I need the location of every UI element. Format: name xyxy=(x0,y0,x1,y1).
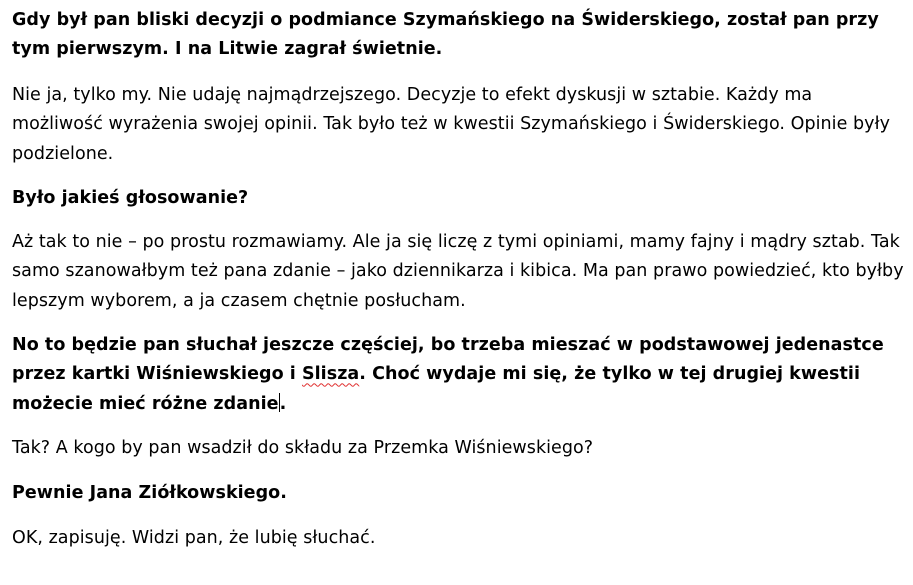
answer-paragraph[interactable]: Nie ja, tylko my. Nie udaję najmądrzejszego. Decyzje to efekt dyskusji w sztabie. Każdy ma możliwość wyrażenia swojej opinii. Tak było też w kwestii Szymańskiego i Świderskiego. Opinie były podzielone. xyxy=(12,85,891,164)
answer-paragraph[interactable]: Aż tak to nie – po prostu rozmawiamy. Ale ja się liczę z tymi opiniami, mamy fajny i mądry sztab. Tak samo szanowałbym też pana zdanie – jako dziennikarza i kibica. Ma pan prawo powiedzieć, kto byłby lepszym wyborem, a ja czasem chętnie posłucham. xyxy=(12,232,904,311)
answer-paragraph[interactable]: Tak? A kogo by pan wsadził do składu za Przemka Wiśniewskiego? xyxy=(12,438,594,458)
misspelled-word[interactable]: Slisza xyxy=(301,364,360,385)
question-text-end: . xyxy=(279,393,287,414)
question-paragraph[interactable]: Było jakieś głosowanie? xyxy=(12,188,249,208)
question-paragraph[interactable]: Pewnie Jana Ziółkowskiego. xyxy=(12,483,287,503)
answer-paragraph[interactable]: OK, zapisuję. Widzi pan, że lubię słuchać. xyxy=(12,528,376,548)
question-text-before: No to będzie pan słuchał jeszcze częściej, bo trzeba mieszać w podstawowej jedenastce przez kartki Wiśniewskiego i xyxy=(12,335,884,385)
question-paragraph[interactable] xyxy=(12,331,907,419)
question-text-after: . Choć wydaje mi się, że tylko w tej drugiej kwestii możecie mieć różne zdanie xyxy=(12,364,860,414)
question-paragraph[interactable]: Gdy był pan bliski decyzji o podmiance Szymańskiego na Świderskiego, został pan przy tym pierwszym. I na Litwie zagrał świetnie. xyxy=(12,10,879,60)
